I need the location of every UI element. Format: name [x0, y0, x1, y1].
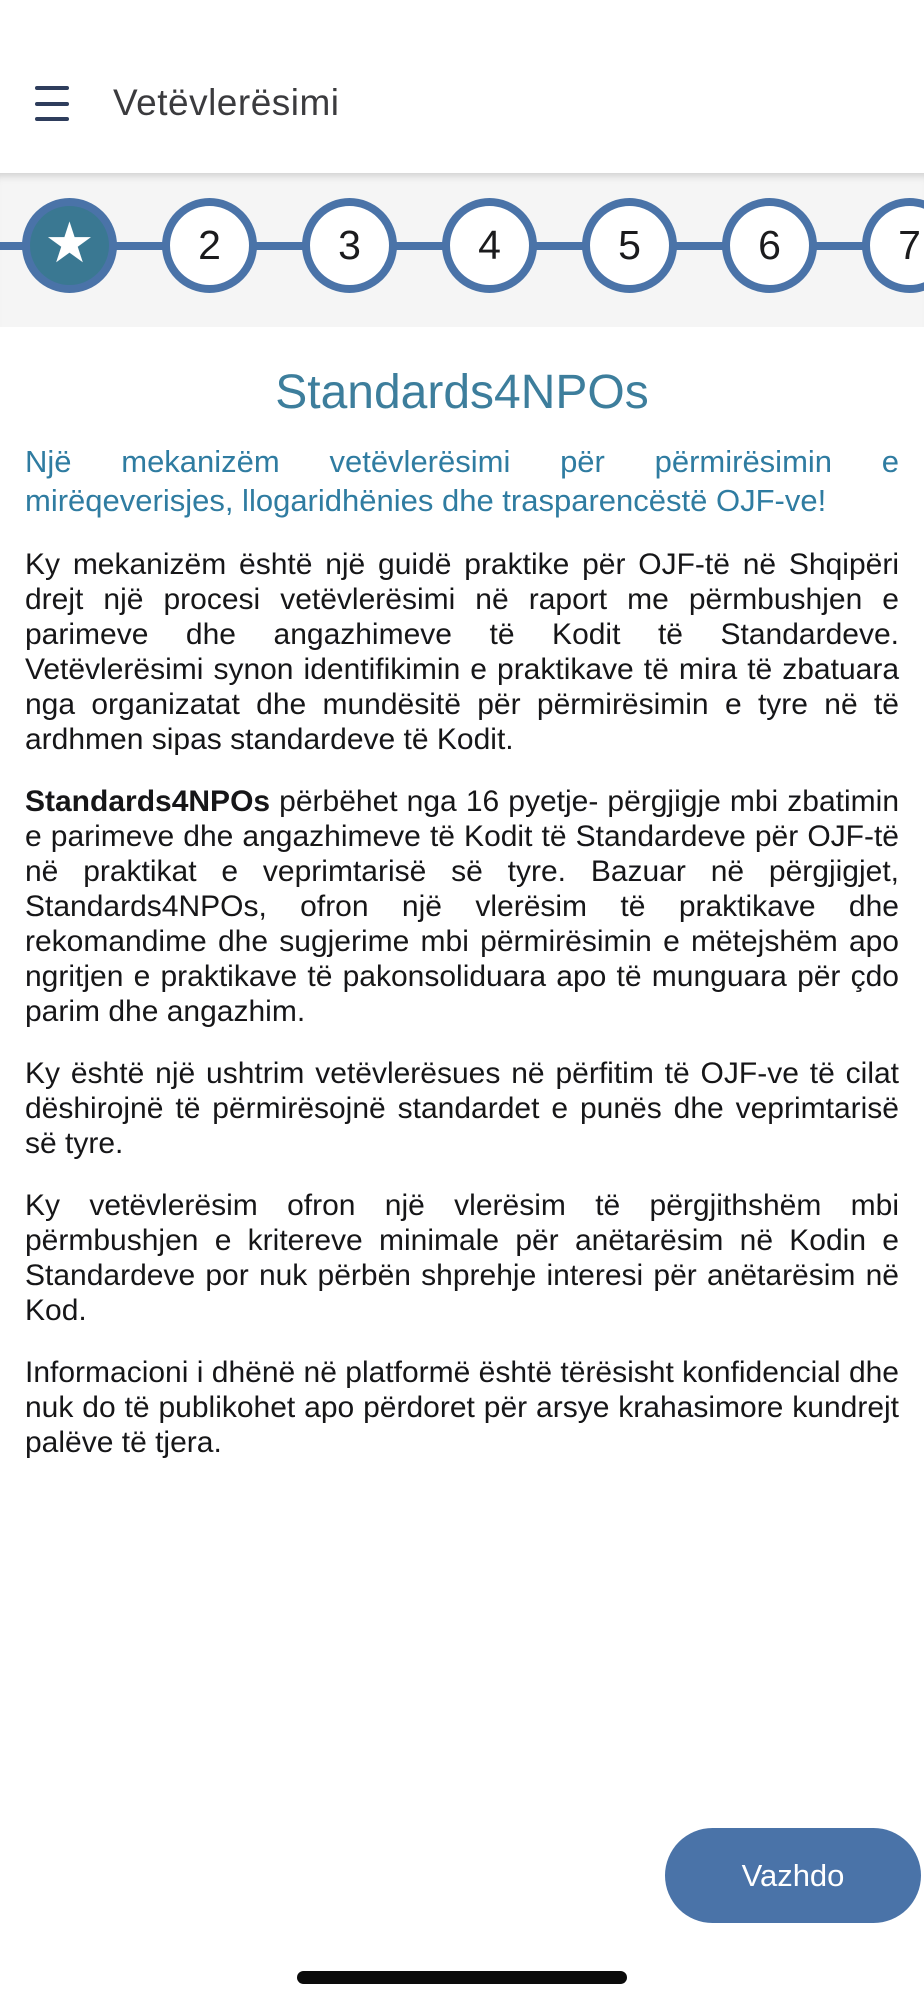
paragraph [25, 1188, 899, 1328]
hamburger-menu-icon[interactable] [35, 86, 69, 121]
step-label: 5 [618, 222, 641, 268]
home-indicator-handle[interactable] [297, 1971, 627, 1984]
paragraph [25, 1056, 899, 1161]
content-heading: Standards4NPOs [275, 366, 649, 419]
step-label: 3 [338, 222, 361, 268]
step-7[interactable] [862, 198, 924, 293]
paragraph-text: përbëhet nga 16 pyetje- përgjigje mbi zbatimin e parimeve dhe angazhimeve të Kodit të Standardeve për OJF-të në praktikat e veprimtarisë së tyre. Bazuar në përgjigjet, Standards4NPOs, ofron një vlerësim të praktikave dhe rekomandime dhe sugjerime mbi përmirësimin e mëtejshëm apo ngritjen e praktikave të pakonsoliduara apo të munguara për çdo parim dhe angazhim. [25, 785, 899, 1028]
step-label: 7 [898, 222, 921, 268]
step-label: 4 [478, 222, 501, 268]
star-icon: ★ [44, 210, 95, 274]
paragraph [25, 784, 899, 1029]
step-1-active[interactable] [22, 198, 117, 293]
hamburger-line [35, 102, 69, 106]
hamburger-line [35, 86, 69, 90]
paragraph-text: Ky mekanizëm është një guidë praktike për OJF-të në Shqipëri drejt një procesi vetëvlerësimi në raport me përmbushjen e parimeve dhe angazhimeve të Kodit të Standardeve. Vetëvlerësimi synon identifikimin e praktikave të mira të zbatuara nga organizatat dhe mundësitë për përmirësimin e tyre në të ardhmen sipas standardeve të Kodit. [25, 548, 899, 756]
main-content [0, 327, 924, 1460]
paragraph-text: Informacioni i dhënë në platformë është tërësisht konfidencial dhe nuk do të publikohet apo përdoret për arsye krahasimore kundrejt palëve të tjera. [25, 1356, 899, 1459]
step-6[interactable] [722, 198, 817, 293]
step-3[interactable] [302, 198, 397, 293]
step-4[interactable] [442, 198, 537, 293]
progress-stepper [0, 173, 924, 327]
paragraph-text: Ky vetëvlerësim ofron një vlerësim të përgjithshëm mbi përmbushjen e kritereve minimale për anëtarësim në Kodin e Standardeve por nuk përbën shprehje interesi për anëtarësim në Kod. [25, 1189, 899, 1327]
continue-button[interactable]: Vazhdo [665, 1828, 921, 1923]
paragraph-lead: Standards4NPOs [25, 785, 271, 818]
paragraph [25, 1355, 899, 1460]
paragraph-text: Ky është një ushtrim vetëvlerësues në përfitim të OJF-ve të cilat dëshirojnë të përmirësojnë standardet e punës dhe veprimtarisë së tyre. [25, 1057, 899, 1160]
paragraph [25, 547, 899, 757]
step-2[interactable] [162, 198, 257, 293]
page-title: Vetëvlerësimi [113, 82, 340, 123]
step-label: 2 [198, 222, 221, 268]
body-text [25, 547, 899, 1460]
app-header [0, 0, 924, 173]
step-5[interactable] [582, 198, 677, 293]
step-label: 6 [758, 222, 781, 268]
content-subtitle: Një mekanizëm vetëvlerësimi për përmirësimin e mirëqeverisjes, llogaridhënies dhe trasparencëstë OJF-ve! [25, 444, 899, 518]
hamburger-line [35, 117, 69, 121]
